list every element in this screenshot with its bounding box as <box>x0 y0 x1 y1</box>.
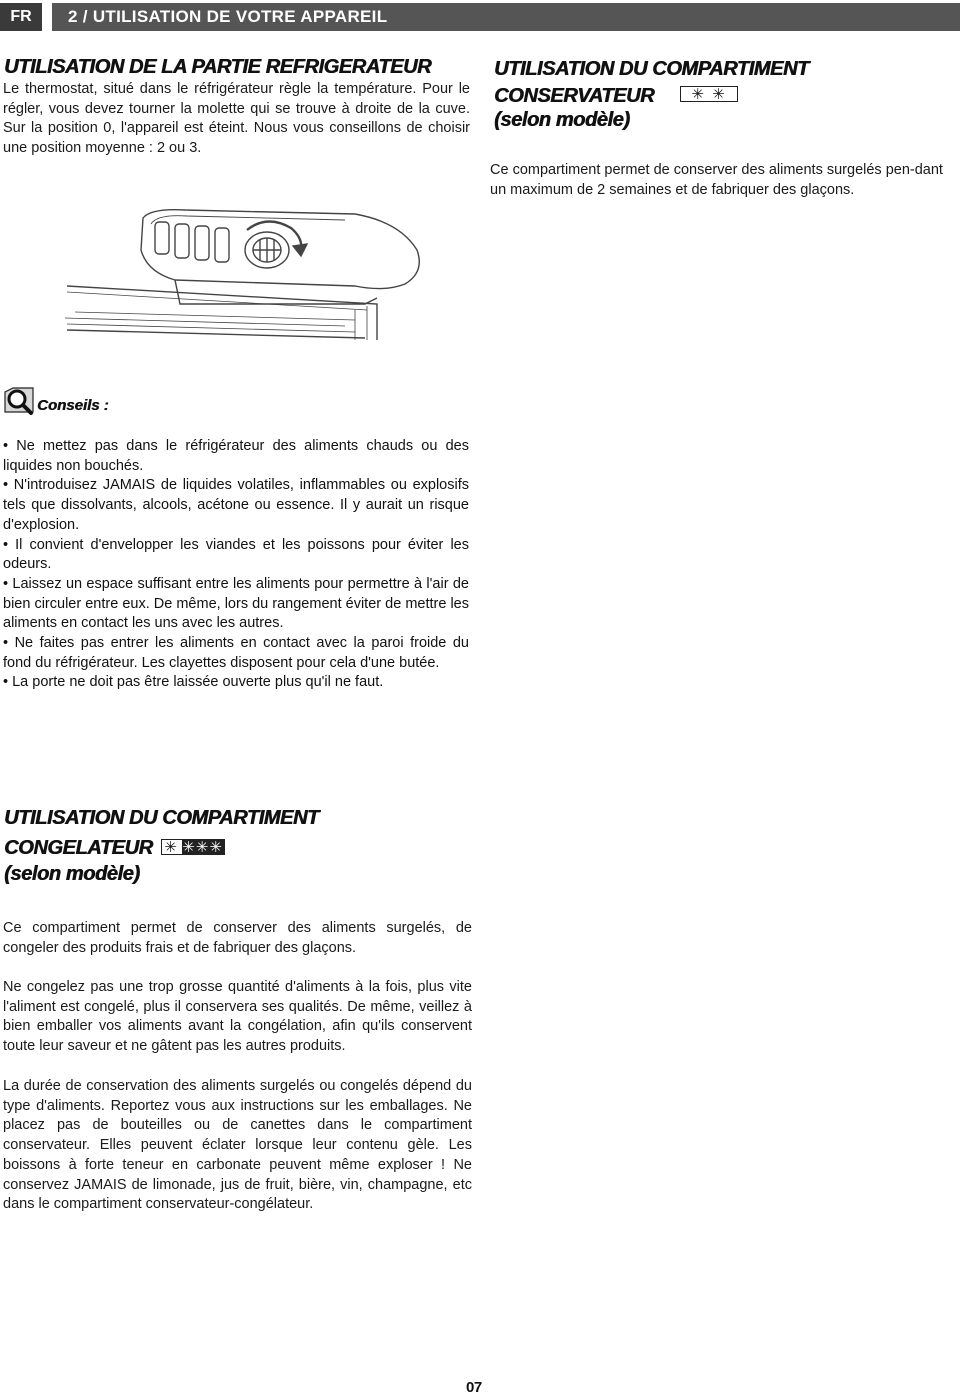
tip-item: • Il convient d'envelopper les viandes et les poissons pour éviter les odeurs. <box>3 536 469 573</box>
tip-item: • La porte ne doit pas être laissée ouverte plus qu'il ne faut. <box>3 674 384 691</box>
congelateur-heading-line3: (selon modèle) <box>4 863 140 885</box>
conservateur-heading-line2: CONSERVATEUR <box>494 85 655 107</box>
congelateur-para-1: Ce compartiment permet de conserver des aliments surgelés, de congeler des produits frais et de fabriquer des glaçons. <box>3 920 472 956</box>
single-star-icon: ✳ <box>164 838 179 856</box>
tip-item: • N'introduisez JAMAIS de liquides volatiles, inflammables ou explosifs tels que dissolvants, alcools, acétone ou essence. Il y aurait un risque d'explosion. <box>3 477 469 533</box>
two-star-symbol-icon: ✳ ✳ <box>680 86 738 102</box>
congelateur-heading-line1: UTILISATION DU COMPARTIMENT <box>4 807 319 829</box>
congelateur-heading <box>4 804 474 888</box>
conservateur-heading-line1: UTILISATION DU COMPARTIMENT <box>494 58 809 80</box>
tips-label: Conseils : <box>37 397 109 414</box>
triple-star-icon: ✳✳✳ <box>182 838 223 856</box>
four-star-symbol-icon <box>161 839 225 855</box>
page-number: 07 <box>466 1379 482 1396</box>
magnifier-icon <box>3 386 35 416</box>
page-header <box>0 3 960 31</box>
tips-list <box>3 437 469 693</box>
refrigerator-heading: UTILISATION DE LA PARTIE REFRIGERATEUR <box>4 56 432 78</box>
tip-item: • Ne faites pas entrer les aliments en contact avec la paroi froide du fond du réfrigérateur. Les clayettes disposent pour cela d'une butée. <box>3 635 469 671</box>
language-tab: FR <box>0 3 42 31</box>
congelateur-para-2: Ne congelez pas une trop grosse quantité d'aliments à la fois, plus vite l'aliment est congelé, plus il conservera ses qualités. De même, veillez à bien emballer vos aliments avant la congélation, afin qu'ils conservent toute leur saveur et ne gâtent pas les autres produits. <box>3 979 472 1055</box>
congelateur-para-3: La durée de conservation des aliments surgelés ou congelés dépend du type d'aliments. Reportez vous aux instructions sur les emballages. Ne placez pas de bouteilles ou de canettes dans le compartiment conservateur. Elles peuvent éclater lorsque leur contenu gèle. Les boissons à forte teneur en carbonate peuvent même exploser ! Ne conservez JAMAIS de limonade, jus de fruit, bière, vin, champagne, etc dans le compartiment conservateur-congélateur. <box>3 1078 472 1213</box>
refrigerator-text: Le thermostat, situé dans le réfrigérateur règle la température. Pour le régler, vous devez tourner la molette qui se trouve à droite de la cuve. Sur la position 0, l'appareil est éteint. Nous vous conseillons de choisir une position moyenne : 2 ou 3. <box>3 81 470 157</box>
thermostat-illustration <box>55 200 425 345</box>
congelateur-heading-line2: CONGELATEUR <box>4 837 153 859</box>
tip-item: • Laissez un espace suffisant entre les aliments pour permettre à l'air de bien circuler entre eux. De même, lors du rangement éviter de mettre les aliments en contact les uns avec les autres. <box>3 575 469 632</box>
conservateur-heading <box>494 55 954 134</box>
congelateur-heading-line2-row <box>4 834 474 862</box>
tips-title <box>3 386 109 416</box>
chapter-title: 2 / UTILISATION DE VOTRE APPAREIL <box>52 3 960 31</box>
conservateur-heading-line3: (selon modèle) <box>494 109 630 131</box>
conservateur-text: Ce compartiment permet de conserver des aliments surgelés pen-dant un maximum de 2 semaines et de fabriquer des glaçons. <box>490 162 943 198</box>
tip-item: • Ne mettez pas dans le réfrigérateur des aliments chauds ou des liquides non bouchés. <box>3 438 469 474</box>
